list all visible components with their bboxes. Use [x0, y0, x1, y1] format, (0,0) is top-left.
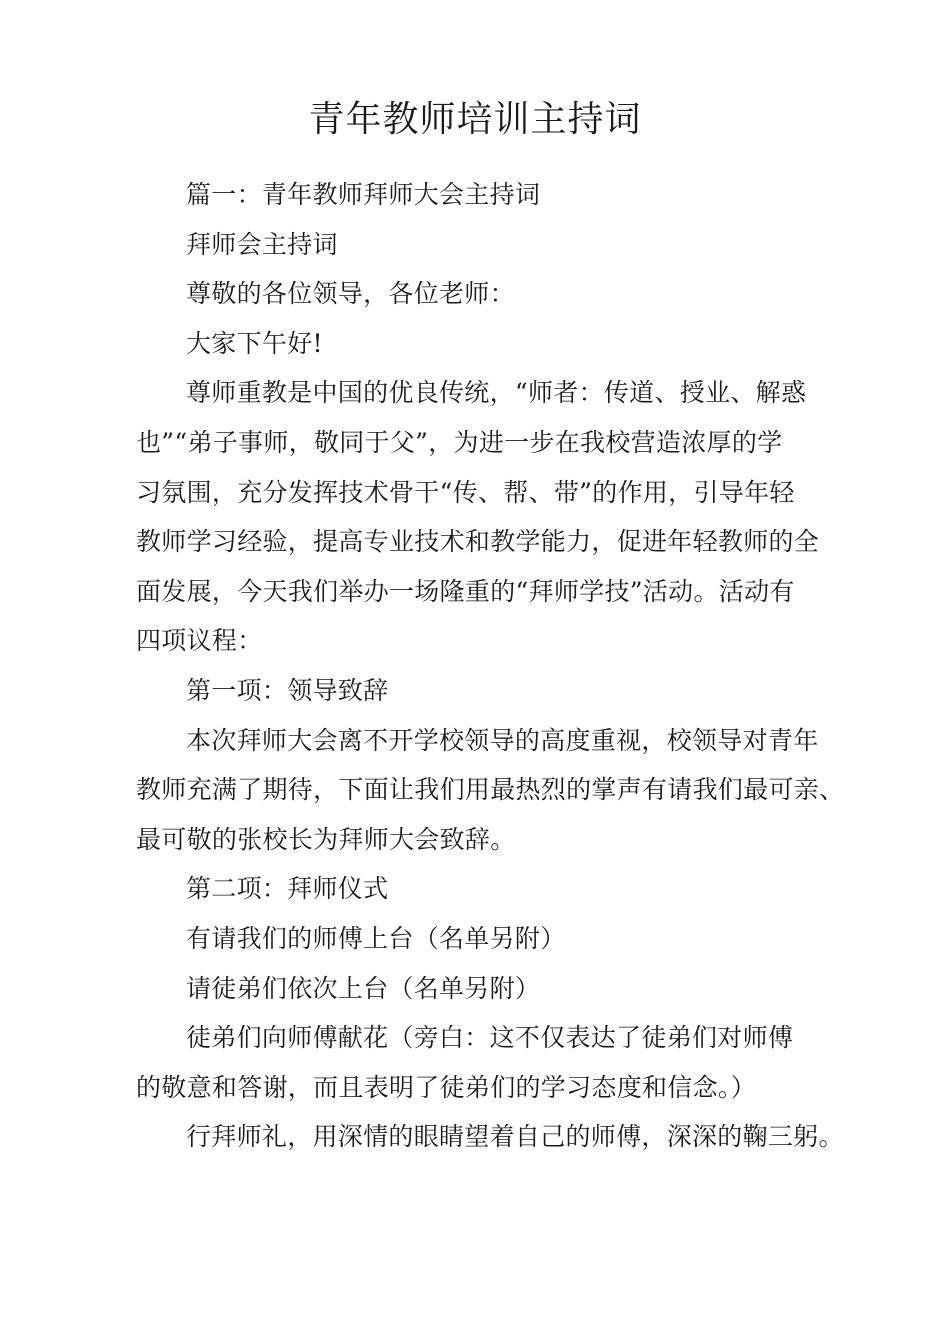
document-title: 青年教师培训主持词 — [308, 99, 642, 140]
greeting: 大家下午好! — [186, 328, 323, 358]
paragraph-line: 教师充满了期待，下面让我们用最热烈的掌声有请我们最可亲、 — [136, 775, 845, 805]
paragraph-line: 徒弟们向师傅献花（旁白：这不仅表达了徒弟们对师傅 — [186, 1023, 794, 1053]
paragraph-line: 也”“弟子事师，敬同于父”，为进一步在我校营造浓厚的学 — [136, 427, 783, 457]
paragraph-line: 行拜师礼，用深情的眼睛望着自己的师傅，深深的鞠三躬。 — [186, 1122, 844, 1152]
paragraph-line: 面发展，今天我们举办一场隆重的“拜师学技”活动。活动有 — [136, 576, 795, 606]
paragraph-line: 有请我们的师傅上台（名单另附） — [186, 923, 566, 953]
document-body — [136, 170, 845, 1162]
paragraph-line: 的敬意和答谢，而且表明了徒弟们的学习态度和信念。） — [136, 1072, 757, 1102]
section-heading: 篇一：青年教师拜师大会主持词 — [186, 180, 541, 209]
paragraph-line: 最可敬的张校长为拜师大会致辞。 — [136, 824, 516, 854]
paragraph-line: 习氛围，充分发挥技术骨干“传、帮、带”的作用，引导年轻 — [136, 477, 795, 507]
paragraph-line: 教师学习经验，提高专业技术和教学能力，促进年轻教师的全 — [136, 527, 820, 557]
salutation: 尊敬的各位领导，各位老师： — [186, 279, 515, 309]
subheading: 拜师会主持词 — [186, 229, 338, 259]
agenda-item-heading: 第一项：领导致辞 — [186, 675, 389, 705]
paragraph-line: 四项议程： — [136, 626, 263, 656]
paragraph-line: 请徒弟们依次上台（名单另附） — [186, 973, 541, 1003]
paragraph-line: 尊师重教是中国的优良传统，“师者：传道、授业、解惑 — [186, 378, 807, 408]
paragraph-line: 本次拜师大会离不开学校领导的高度重视，校领导对青年 — [186, 725, 819, 755]
agenda-item-heading: 第二项：拜师仪式 — [186, 874, 389, 904]
